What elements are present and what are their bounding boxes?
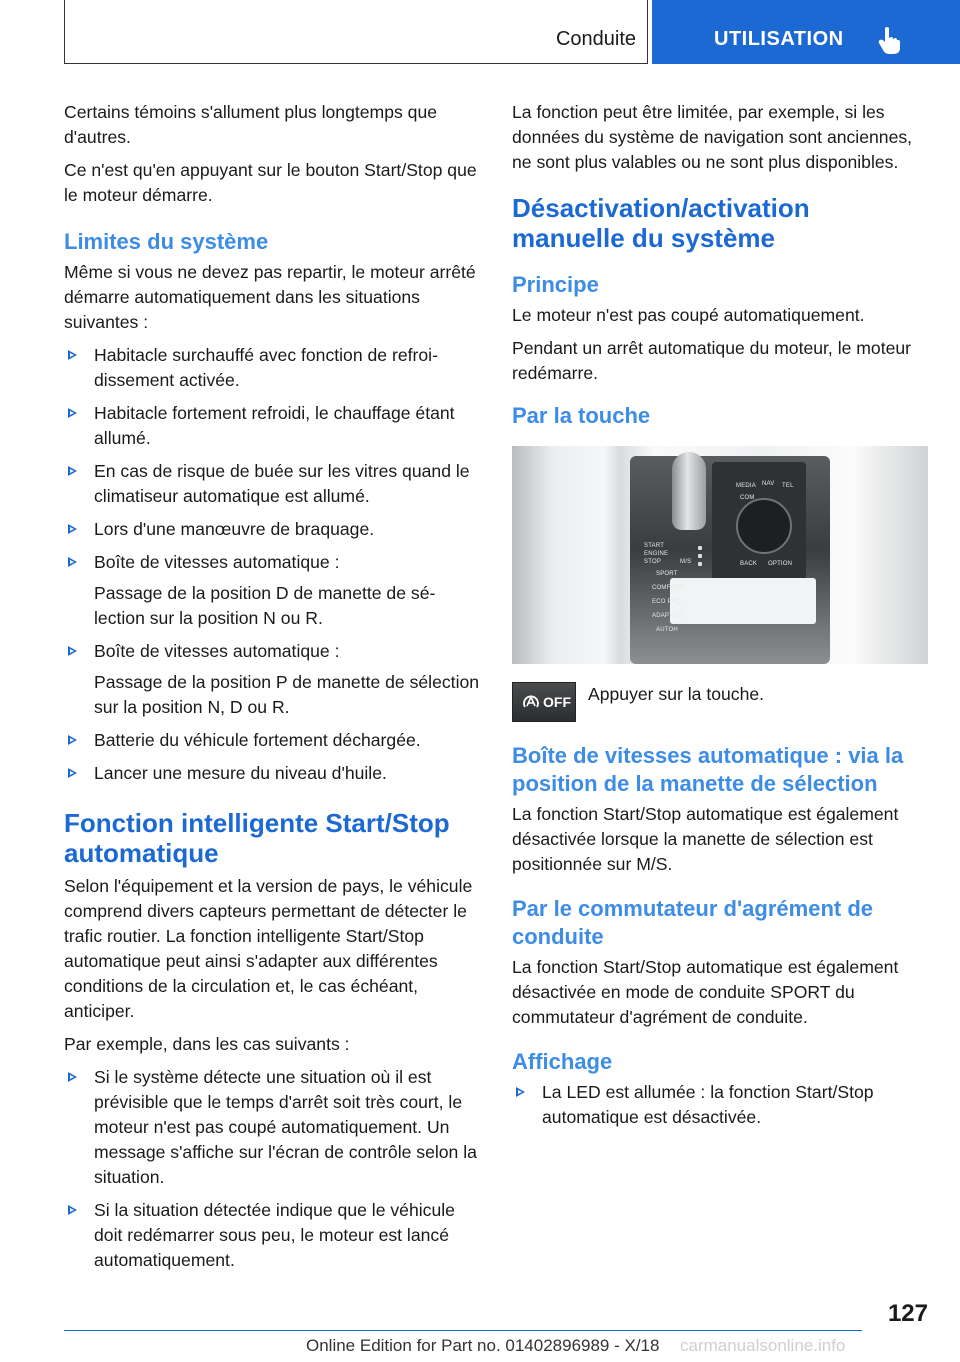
paragraph: Certains témoins s'allument plus longtemps que d'autres. — [64, 102, 438, 147]
list-item-detail: Passage de la position P de manette de sélection sur la position N, D ou R. — [94, 672, 480, 717]
figure-label: SPORT — [656, 571, 678, 577]
list-item: Habitacle surchauffé avec fonction de refroidissement activée. — [64, 343, 480, 393]
triangle-bullet-icon — [68, 408, 77, 418]
off-button-text: OFF — [543, 694, 571, 710]
list-item: En cas de risque de buée sur les vitres quand le climatiseur automatique est allumé. — [64, 459, 480, 509]
figure-label: TEL — [782, 483, 794, 489]
triangle-bullet-icon — [68, 768, 77, 778]
left-column — [64, 100, 480, 1281]
triangle-bullet-icon — [516, 1087, 525, 1097]
list-item: Batterie du véhicule fortement déchargée. — [64, 728, 480, 753]
triangle-bullet-icon — [68, 1072, 77, 1082]
paragraph: Selon l'équipement et la version de pays, le véhicule comprend divers capteurs permettant de détecter le trafic routier. La fonction intelligente Start/Stop automatique peut ainsi s'adapter aux différentes conditions de la circulation et, le cas échéant, anticiper. — [64, 876, 473, 1021]
triangle-bullet-icon — [68, 350, 77, 360]
display-list — [512, 1080, 928, 1130]
triangle-bullet-icon — [68, 524, 77, 534]
triangle-bullet-icon — [68, 646, 77, 656]
off-button-row — [512, 682, 928, 722]
led-indicator — [698, 554, 702, 558]
list-item: Si le système détecte une situation où il est prévisible que le temps d'arrêt soit très court, le moteur n'est pas coupé automatiquement. Un message s'affiche sur l'écran de contrôle selon la situation. — [64, 1065, 480, 1190]
led-indicator — [698, 546, 702, 550]
figure-label: NAV — [762, 481, 775, 487]
heading-selector-lever: Boîte de vitesses automatique : via la position de la manette de sélection — [512, 743, 904, 796]
figure-label: OPTION — [768, 561, 793, 567]
figure-label: COMFORT — [652, 585, 684, 591]
paragraph: La fonction Start/Stop automatique est également désactivée lorsque la manette de sélection est positionnée sur M/S. — [512, 804, 899, 874]
paragraph: Pendant un arrêt automatique du moteur, le moteur redémarre. — [512, 338, 912, 383]
list-item: Boîte de vitesses automatique : Passage de la position P de manette de sélection sur la position N, D ou R. — [64, 639, 480, 720]
lower-pad — [670, 578, 816, 624]
list-item: Lancer une mesure du niveau d'huile. — [64, 761, 480, 786]
led-indicator — [698, 562, 702, 566]
list-item: Habitacle fortement refroidi, le chauffage étant allumé. — [64, 401, 480, 451]
situations-list — [64, 1065, 480, 1273]
heading-system-limits: Limites du système — [64, 229, 269, 254]
heading-principle: Principe — [512, 272, 599, 297]
paragraph: La fonction peut être limitée, par exemple, si les données du système de navigation sont anciennes, ne sont plus valables ou ne sont plus disponibles. — [512, 102, 913, 172]
footer-divider — [64, 1330, 862, 1331]
limits-list — [64, 343, 480, 786]
triangle-bullet-icon — [68, 735, 77, 745]
paragraph: La fonction Start/Stop automatique est également désactivée en mode de conduite SPORT du commutateur d'agrément de conduite. — [512, 957, 899, 1027]
center-console-photo — [512, 446, 928, 664]
right-column — [512, 100, 928, 1138]
figure-label: BACK — [740, 561, 758, 567]
heading-by-button: Par la touche — [512, 403, 651, 428]
figure-label: ADAPTIVE — [652, 613, 684, 619]
auto-start-stop-symbol-icon — [521, 692, 541, 712]
heading-manual-deactivation: Désactivation/activation manuelle du système — [512, 193, 810, 253]
header-section-title: Conduite — [555, 28, 636, 50]
idrive-controller-icon — [736, 498, 792, 554]
watermark: carmanualsonline.info — [680, 1336, 846, 1355]
list-item: Boîte de vitesses automatique : Passage de la position D de manette de sélection sur la position N ou R. — [64, 550, 480, 631]
heading-display: Affichage — [512, 1049, 613, 1074]
auto-start-stop-icon — [512, 682, 576, 722]
figure-label: COM — [740, 495, 755, 501]
gear-selector-icon — [672, 452, 706, 530]
heading-intelligent-start-stop: Fonction intelligente Start/Stop automatique — [64, 808, 450, 868]
header-chapter-tab — [652, 0, 960, 64]
figure-label: AUTOH — [656, 627, 678, 633]
heading-driving-switch: Par le commutateur d'agrément de conduite — [512, 896, 874, 949]
paragraph: Par exemple, dans les cas suivants : — [64, 1034, 350, 1054]
paragraph: Ce n'est qu'en appuyant sur le bouton Start/Stop que le moteur démarre. — [64, 160, 477, 205]
triangle-bullet-icon — [68, 1205, 77, 1215]
figure-label: M/S — [680, 559, 692, 565]
list-item: Lors d'une manœuvre de braquage. — [64, 517, 480, 542]
figure-label: MEDIA — [736, 483, 757, 489]
header-chapter-title: UTILISATION — [714, 28, 844, 50]
hand-pointer-icon — [878, 26, 900, 54]
triangle-bullet-icon — [68, 557, 77, 567]
paragraph: Même si vous ne devez pas repartir, le moteur arrêté démarre automatiquement dans les situations suivantes : — [64, 262, 476, 332]
list-item-detail: Passage de la position D de manette de sélection sur la position N ou R. — [94, 583, 436, 628]
figure-label: ECO PRO — [652, 599, 682, 605]
page-number: 127 — [887, 1300, 928, 1327]
triangle-bullet-icon — [68, 466, 77, 476]
paragraph: Le moteur n'est pas coupé automatiquement. — [512, 305, 865, 325]
footer-edition: Online Edition for Part no. 01402896989 - X/18 — [306, 1336, 660, 1355]
figure-label: START ENGINE STOP — [644, 543, 669, 565]
list-item: La LED est allumée : la fonction Start/Stop automatique est désactivée. — [512, 1080, 928, 1130]
list-item: Si la situation détectée indique que le véhicule doit redémarrer sous peu, le moteur est lancé automatiquement. — [64, 1198, 480, 1273]
paragraph: Appuyer sur la touche. — [588, 684, 765, 704]
